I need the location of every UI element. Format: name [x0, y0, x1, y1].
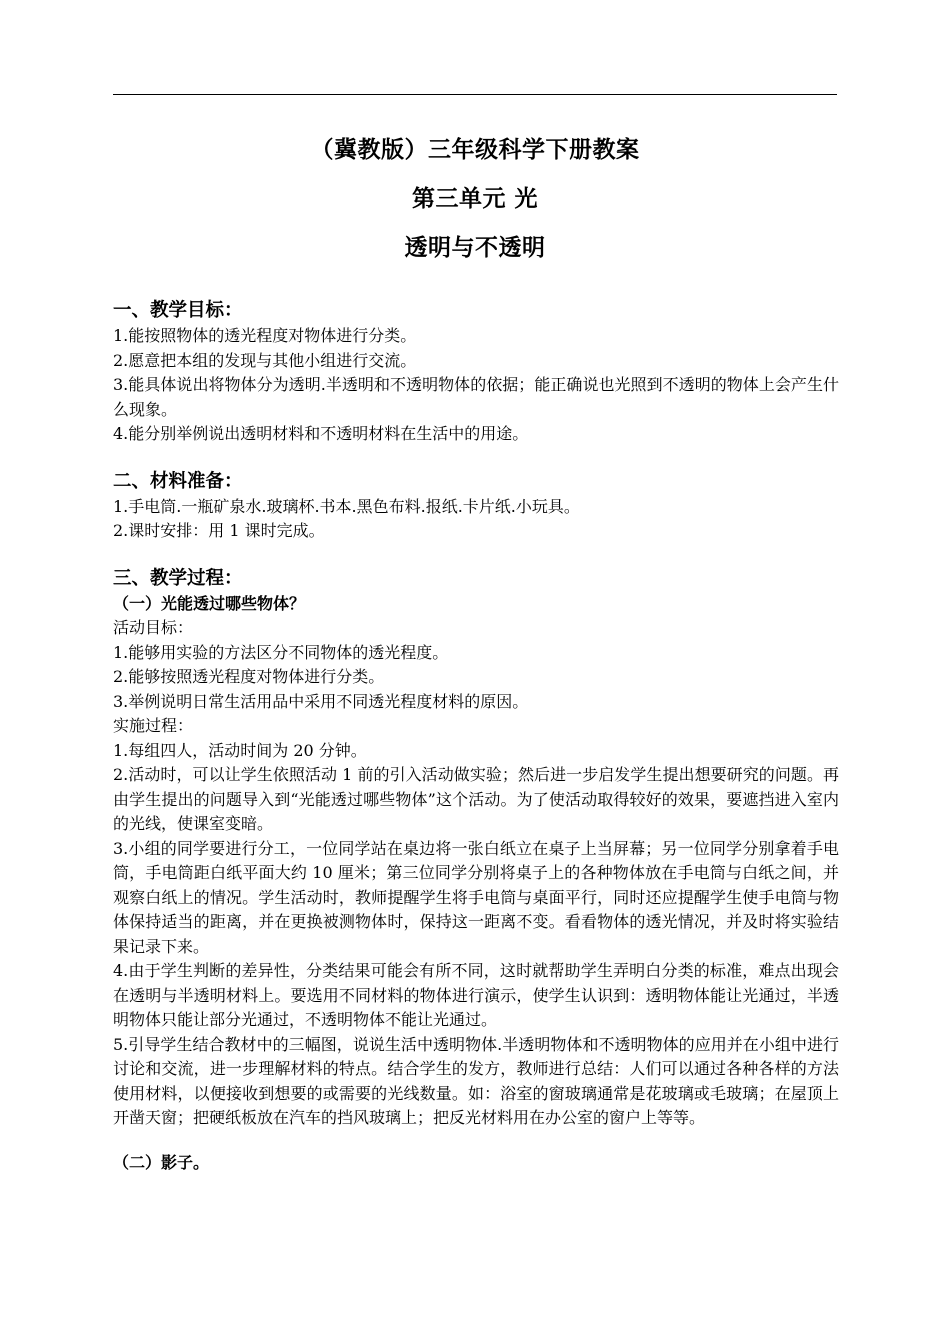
header-rule — [113, 94, 837, 95]
material-item: 1.手电筒.一瓶矿泉水.玻璃杯.书本.黑色布料.报纸.卡片纸.小玩具。 — [113, 496, 580, 516]
goal-item: 4.能分别举例说出透明材料和不透明材料在生活中的用途。 — [113, 424, 529, 443]
subsection-heading-shadow: （二）影子。 — [113, 1152, 210, 1172]
lesson-title: 透明与不透明 — [404, 234, 546, 261]
activity-step: 4.由于学生判断的差异性，分类结果可能会有所不同，这时就帮助学生弄明白分类的标准，难点出现会在透明与半透明材料上。要选用不同材料的物体进行演示，使学生认识到：透明物体能让光通过，半透明物体只能让部分光通过，不透明物体不能让光通过。 — [113, 961, 839, 1029]
goal-item: 1.能按照物体的透光程度对物体进行分类。 — [113, 326, 417, 345]
activity-step: 1.每组四人，活动时间为 20 分钟。 — [113, 740, 367, 760]
activity-step: 5.引导学生结合教材中的三幅图，说说生活中透明物体.半透明物体和不透明物体的应用并在小组中进行讨论和交流，进一步理解材料的特点。结合学生的发方，教师进行总结：人们可以通过各种各样的方法使用材料，以便接收到想要的或需要的光线数量。如：浴室的窗玻璃通常是花玻璃或毛玻璃；在屋顶上开凿天窗；把硬纸板放在汽车的挡风玻璃上；把反光材料用在办公室的窗户上等等。 — [113, 1034, 839, 1127]
activity-goal-label: 活动目标： — [113, 618, 194, 637]
activity-step: 2.活动时，可以让学生依照活动 1 前的引入活动做实验；然后进一步启发学生提出想要研究的问题。再由学生提出的问题导入到“光能透过哪些物体”这个活动。为了使活动取得较好的效果，要遮挡进入室内的光线，使课室变暗。 — [113, 765, 839, 833]
subsection-heading-light: （一）光能透过哪些物体？ — [113, 593, 306, 613]
document-body — [113, 298, 839, 1175]
activity-steps-label: 实施过程： — [113, 716, 194, 735]
section-heading-process: 三、教学过程： — [113, 567, 243, 589]
goal-item: 2.愿意把本组的发现与其他小组进行交流。 — [113, 350, 417, 370]
activity-step: 3.小组的同学要进行分工，一位同学站在桌边将一张白纸立在桌子上当屏幕；另一位同学分别拿着手电筒，手电筒距白纸平面大约 10 厘米；第三位同学分别将桌子上的各种物体放在手电筒与白纸之间，并观察白纸上的情况。学生活动时，教师提醒学生将手电筒与桌面平行，同时还应提醒学生使手电筒与物体保持适当的距离，并在更换被测物体时，保持这一距离不变。看看物体的透光情况，并及时将实验结果记录下来。 — [113, 838, 839, 956]
document-title: （冀教版）三年级科学下册教案 — [310, 136, 640, 163]
activity-goal-item: 3.举例说明日常生活用品中采用不同透光程度材料的原因。 — [113, 691, 529, 711]
section-heading-goals: 一、教学目标： — [113, 300, 243, 321]
activity-goal-item: 2.能够按照透光程度对物体进行分类。 — [113, 667, 385, 686]
unit-title: 第三单元 光 — [411, 185, 538, 212]
activity-goal-item: 1.能够用实验的方法区分不同物体的透光程度。 — [113, 642, 449, 662]
section-heading-materials: 二、材料准备： — [113, 470, 243, 492]
goal-item: 3.能具体说出将物体分为透明.半透明和不透明物体的依据；能正确说也光照到不透明的物体上会产生什么现象。 — [113, 375, 839, 419]
material-item: 2.课时安排：用 1 课时完成。 — [113, 521, 325, 540]
